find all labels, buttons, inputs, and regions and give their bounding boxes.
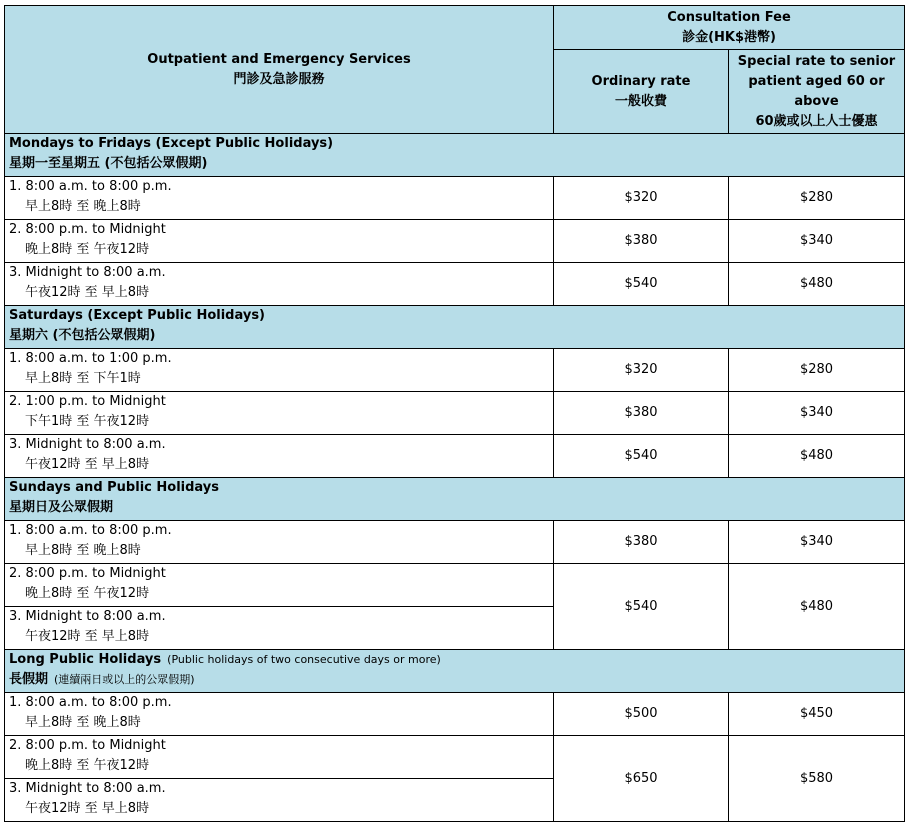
senior-header-line: Special rate to senior [737, 53, 896, 69]
senior-header-line: patient aged 60 or [748, 73, 885, 89]
section-title-zh: 長假期 [9, 672, 49, 687]
time-en: 1. 8:00 a.m. to 8:00 p.m. [9, 523, 172, 538]
table-row [5, 521, 905, 564]
senior-fee: $280 [729, 349, 905, 392]
fee-header [554, 6, 905, 50]
table-row [5, 564, 905, 607]
time-zh: 晚上8時 至 午夜12時 [25, 242, 150, 257]
service-header [5, 6, 554, 134]
senior-header-zh: 60歲或以上人士優惠 [755, 113, 878, 129]
service-header-en: Outpatient and Emergency Services [147, 51, 411, 67]
senior-fee: $340 [729, 521, 905, 564]
time-zh: 下午1時 至 午夜12時 [25, 414, 150, 429]
section-title-en: Long Public Holidays [9, 652, 162, 667]
senior-fee: $480 [729, 435, 905, 478]
table-row [5, 177, 905, 220]
section-note-en: (Public holidays of two consecutive days or more) [167, 653, 441, 666]
ordinary-header-zh: 一般收費 [614, 93, 667, 109]
time-en: 2. 1:00 p.m. to Midnight [9, 394, 166, 409]
table-row [5, 220, 905, 263]
fee-header-zh: 診金(HK$港幣) [682, 29, 776, 45]
time-en: 1. 8:00 a.m. to 8:00 p.m. [9, 179, 172, 194]
time-cell [5, 435, 554, 478]
table-row [5, 693, 905, 736]
time-en: 3. Midnight to 8:00 a.m. [9, 265, 166, 280]
ordinary-fee: $380 [554, 220, 729, 263]
section-header [5, 134, 905, 177]
ordinary-fee: $380 [554, 521, 729, 564]
ordinary-header [554, 50, 729, 134]
senior-fee: $280 [729, 177, 905, 220]
table-row [5, 349, 905, 392]
time-zh: 午夜12時 至 早上8時 [25, 285, 150, 300]
ordinary-fee: $380 [554, 392, 729, 435]
senior-header [729, 50, 905, 134]
senior-fee: $480 [729, 263, 905, 306]
ordinary-fee: $540 [554, 435, 729, 478]
time-en: 2. 8:00 p.m. to Midnight [9, 222, 166, 237]
ordinary-header-en: Ordinary rate [591, 73, 691, 89]
time-cell [5, 521, 554, 564]
time-en: 1. 8:00 a.m. to 1:00 p.m. [9, 351, 172, 366]
fee-table [4, 5, 905, 822]
time-cell [5, 392, 554, 435]
time-cell [5, 564, 554, 607]
time-cell [5, 736, 554, 779]
section-title-en: Mondays to Fridays (Except Public Holidays) [9, 136, 334, 151]
section-header [5, 478, 905, 521]
time-zh: 午夜12時 至 早上8時 [25, 457, 150, 472]
senior-fee: $340 [729, 220, 905, 263]
table-row [5, 392, 905, 435]
time-zh: 早上8時 至 晚上8時 [25, 543, 141, 558]
time-en: 3. Midnight to 8:00 a.m. [9, 437, 166, 452]
section-header [5, 306, 905, 349]
time-zh: 午夜12時 至 早上8時 [25, 801, 150, 816]
senior-header-line: above [794, 93, 839, 109]
section-title-zh: 星期六 (不包括公眾假期) [9, 328, 156, 343]
time-cell [5, 263, 554, 306]
time-zh: 晚上8時 至 午夜12時 [25, 758, 150, 773]
time-cell [5, 349, 554, 392]
senior-fee: $580 [729, 736, 905, 822]
time-zh: 晚上8時 至 午夜12時 [25, 586, 150, 601]
ordinary-fee: $500 [554, 693, 729, 736]
service-header-zh: 門診及急診服務 [233, 71, 325, 87]
section-title-en: Sundays and Public Holidays [9, 480, 219, 495]
time-en: 3. Midnight to 8:00 a.m. [9, 781, 166, 796]
senior-fee: $450 [729, 693, 905, 736]
time-zh: 早上8時 至 下午1時 [25, 371, 141, 386]
ordinary-fee: $540 [554, 263, 729, 306]
time-zh: 早上8時 至 晚上8時 [25, 715, 141, 730]
ordinary-fee: $320 [554, 177, 729, 220]
time-en: 2. 8:00 p.m. to Midnight [9, 738, 166, 753]
table-row [5, 263, 905, 306]
senior-fee: $340 [729, 392, 905, 435]
time-cell [5, 220, 554, 263]
time-cell [5, 607, 554, 650]
section-header [5, 650, 905, 693]
time-zh: 午夜12時 至 早上8時 [25, 629, 150, 644]
ordinary-fee: $540 [554, 564, 729, 650]
senior-fee: $480 [729, 564, 905, 650]
table-row [5, 435, 905, 478]
section-title-en: Saturdays (Except Public Holidays) [9, 308, 265, 323]
time-cell [5, 177, 554, 220]
time-cell [5, 779, 554, 822]
section-title-zh: 星期一至星期五 (不包括公眾假期) [9, 156, 208, 171]
ordinary-fee: $320 [554, 349, 729, 392]
time-zh: 早上8時 至 晚上8時 [25, 199, 141, 214]
section-title-zh: 星期日及公眾假期 [9, 500, 114, 515]
time-en: 2. 8:00 p.m. to Midnight [9, 566, 166, 581]
time-en: 3. Midnight to 8:00 a.m. [9, 609, 166, 624]
section-note-zh: (連續兩日或以上的公眾假期) [54, 673, 195, 686]
table-row [5, 736, 905, 779]
time-cell [5, 693, 554, 736]
fee-header-en: Consultation Fee [667, 9, 791, 25]
time-en: 1. 8:00 a.m. to 8:00 p.m. [9, 695, 172, 710]
ordinary-fee: $650 [554, 736, 729, 822]
